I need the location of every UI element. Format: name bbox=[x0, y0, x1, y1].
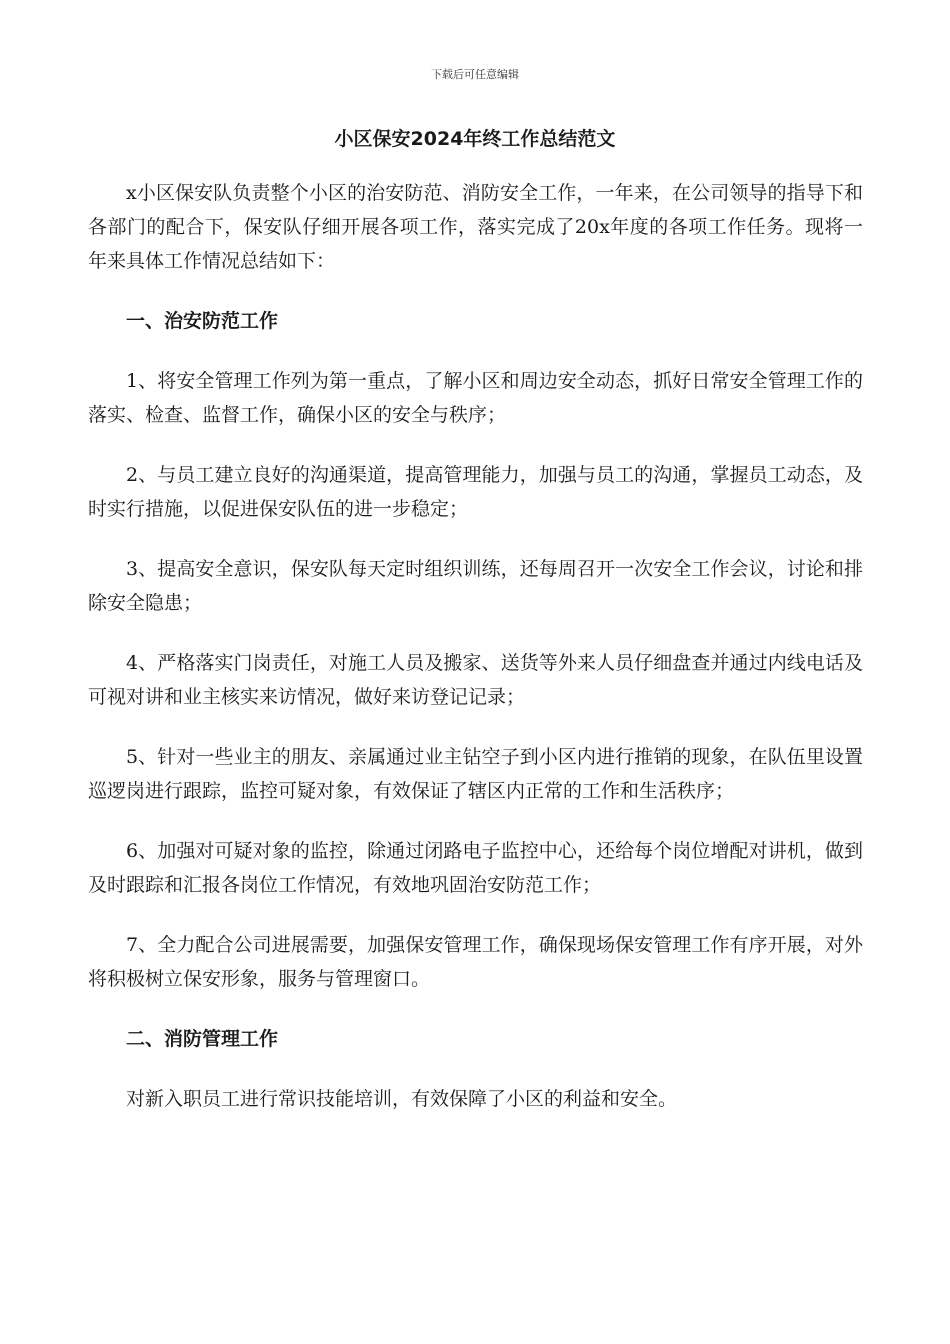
security-item: 4、严格落实门岗责任，对施工人员及搬家、送货等外来人员仔细盘查并通过内线电话及可视对讲和业主核实来访情况，做好来访登记记录； bbox=[88, 652, 863, 708]
section-heading-security: 一、治安防范工作 bbox=[126, 310, 279, 332]
document-body bbox=[88, 176, 863, 1142]
security-item: 5、针对一些业主的朋友、亲属通过业主钻空子到小区内进行推销的现象，在队伍里设置巡逻岗进行跟踪，监控可疑对象，有效保证了辖区内正常的工作和生活秩序； bbox=[88, 746, 863, 802]
security-item: 6、加强对可疑对象的监控，除通过闭路电子监控中心，还给每个岗位增配对讲机，做到及时跟踪和汇报各岗位工作情况，有效地巩固治安防范工作； bbox=[88, 840, 863, 896]
header-note: 下载后可任意编辑 bbox=[431, 68, 519, 81]
intro-paragraph: x小区保安队负责整个小区的治安防范、消防安全工作，一年来，在公司领导的指导下和各部门的配合下，保安队仔细开展各项工作，落实完成了20x年度的各项工作任务。现将一年来具体工作情况总结如下： bbox=[88, 182, 863, 272]
security-item: 7、全力配合公司进展需要，加强保安管理工作，确保现场保安管理工作有序开展，对外将积极树立保安形象，服务与管理窗口。 bbox=[88, 934, 863, 990]
section-heading-fire: 二、消防管理工作 bbox=[126, 1028, 279, 1050]
security-item: 1、将安全管理工作列为第一重点，了解小区和周边安全动态，抓好日常安全管理工作的落实、检查、监督工作，确保小区的安全与秩序； bbox=[88, 370, 863, 426]
security-item: 2、与员工建立良好的沟通渠道，提高管理能力，加强与员工的沟通，掌握员工动态，及时实行措施，以促进保安队伍的进一步稳定； bbox=[88, 464, 863, 520]
security-item: 3、提高安全意识，保安队每天定时组织训练，还每周召开一次安全工作会议，讨论和排除安全隐患； bbox=[88, 558, 863, 614]
document-title: 小区保安2024年终工作总结范文 bbox=[334, 128, 616, 150]
fire-item: 对新入职员工进行常识技能培训，有效保障了小区的利益和安全。 bbox=[126, 1088, 678, 1110]
